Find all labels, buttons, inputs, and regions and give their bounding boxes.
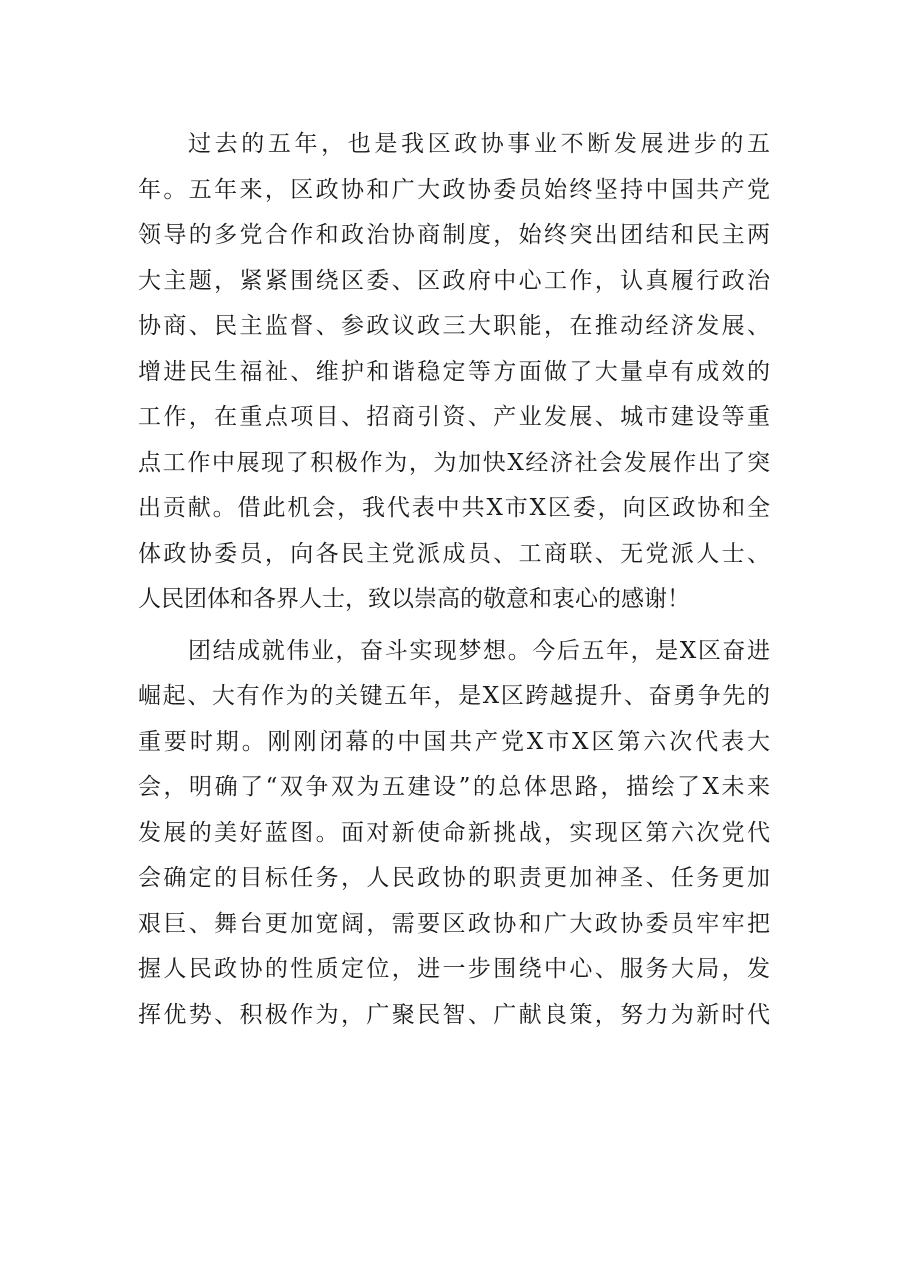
text-line: 体政协委员，向各民主党派成员、工商联、无党派人士、 bbox=[138, 540, 770, 567]
text-line: 大主题，紧紧围绕区委、区政府中心工作，认真履行政治 bbox=[138, 267, 770, 294]
text-line: 出贡献。借此机会，我代表中共X市X区委，向区政协和全 bbox=[138, 495, 770, 521]
text-line: 年。五年来，区政协和广大政协委员始终坚持中国共产党 bbox=[138, 176, 770, 203]
text-line: 会确定的目标任务，人民政协的职责更加神圣、任务更加 bbox=[138, 865, 770, 891]
document-body bbox=[138, 122, 770, 1038]
text-line: 领导的多党合作和政治协商制度，始终突出团结和民主两 bbox=[138, 222, 770, 248]
text-line: 团结成就伟业，奋斗实现梦想。今后五年，是X区奋进 bbox=[188, 637, 770, 664]
text-line: 崛起、大有作为的关键五年，是X区跨越提升、奋勇争先的 bbox=[138, 683, 770, 709]
text-line: 增进民生福祉、维护和谐稳定等方面做了大量卓有成效的 bbox=[138, 358, 770, 385]
text-line: 人民团体和各界人士，致以崇高的敬意和衷心的感谢！ bbox=[138, 586, 690, 612]
paragraph-1 bbox=[138, 122, 770, 623]
paragraph-2 bbox=[138, 629, 770, 1039]
text-line: 重要时期。刚刚闭幕的中国共产党X市X区第六次代表大 bbox=[138, 728, 770, 755]
text-line: 工作，在重点项目、招商引资、产业发展、城市建设等重 bbox=[138, 404, 770, 430]
text-line: 艰巨、舞台更加宽阔，需要区政协和广大政协委员牢牢把 bbox=[138, 910, 770, 937]
text-line: 挥优势、积极作为，广聚民智、广献良策，努力为新时代 bbox=[138, 1001, 770, 1028]
text-line: 发展的美好蓝图。面对新使命新挑战，实现区第六次党代 bbox=[138, 819, 770, 846]
text-line: 协商、民主监督、参政议政三大职能，在推动经济发展、 bbox=[138, 313, 770, 339]
text-line: 握人民政协的性质定位，进一步围绕中心、服务大局，发 bbox=[138, 956, 770, 982]
text-line: 点工作中展现了积极作为，为加快X经济社会发展作出了突 bbox=[138, 449, 770, 476]
text-line: 会，明确了“双争双为五建设”的总体思路，描绘了X未来 bbox=[138, 774, 770, 800]
text-line: 过去的五年，也是我区政协事业不断发展进步的五 bbox=[188, 131, 770, 157]
